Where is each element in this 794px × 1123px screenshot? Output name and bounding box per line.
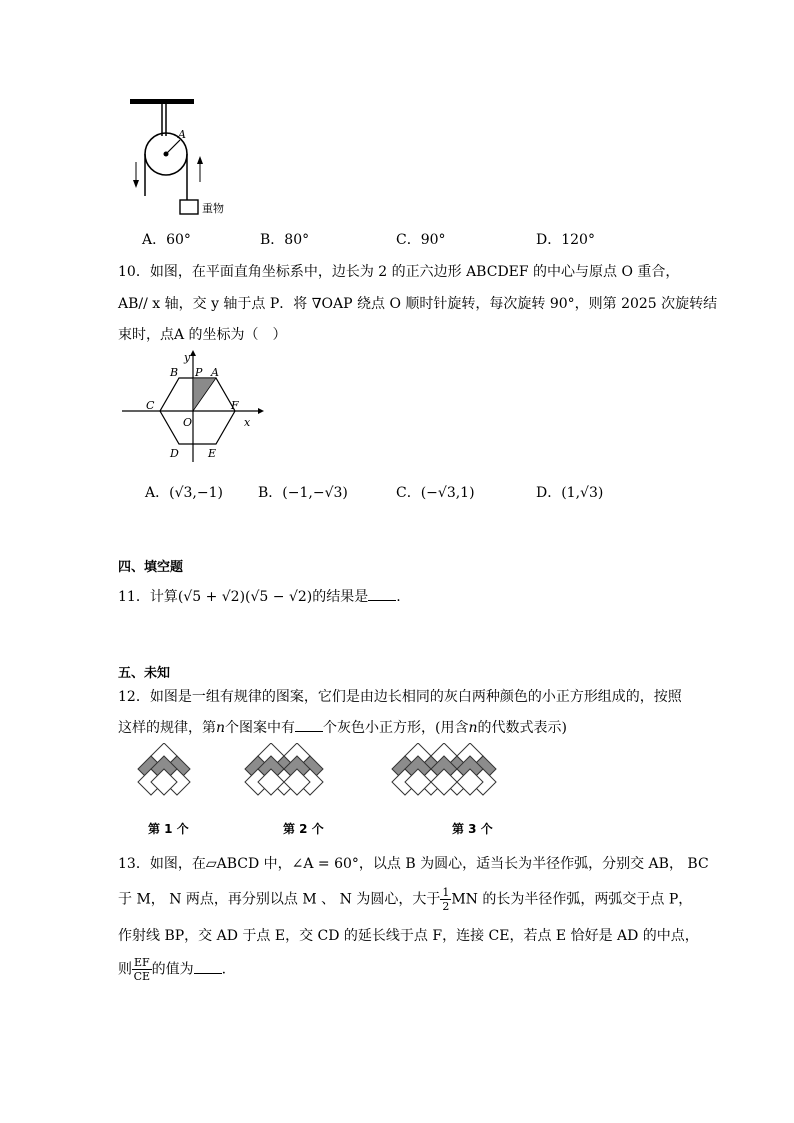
q12-line-2: 这样的规律，第n个图案中有 个灰色小正方形，(用含n的代数式表示) <box>118 720 567 736</box>
svg-text:D: D <box>170 447 179 460</box>
q13-line-2: 于 M， N 两点，再分别以点 M 、 N 为圆心，大于 $\frac{1}{2}$ MN 的长为半径作弧，两弧交于点 P， <box>118 886 693 913</box>
pattern-label-2: 第 2 个 <box>283 822 324 836</box>
label-a: A <box>178 128 186 141</box>
svg-text:E: E <box>208 447 217 460</box>
svg-text:F: F <box>231 399 239 412</box>
svg-text:y: y <box>184 351 191 364</box>
ef-ce-fraction: $\frac{EF}{CE}$ <box>133 956 151 983</box>
q10-line-2: AB// x 轴，交 y 轴于点 P．将 ∇OAP 绕点 O 顺时针旋转，每次旋转 90°，则第 2025 次旋转结 <box>118 296 718 312</box>
section-4-heading: 四、填空题 <box>118 560 184 575</box>
weight-label: 重物 <box>202 202 224 215</box>
q9-choice-c: C．90° <box>396 232 446 248</box>
pattern-label-3: 第 3 个 <box>452 822 493 836</box>
q13-line-1: 13．如图，在▱ABCD 中，∠A = 60°，以点 B 为圆心，适当长为半径作弧，分别交 AB， BC <box>118 856 709 872</box>
svg-text:B: B <box>170 366 179 379</box>
svg-text:P: P <box>195 366 203 379</box>
q12-answer-blank <box>295 719 323 732</box>
q11-expression: (√5 + √2)(√5 − √2) <box>177 589 313 605</box>
q13-answer-blank <box>194 961 222 974</box>
q10-choice-c: C．(−√3,1) <box>396 485 475 501</box>
section-5-heading: 五、未知 <box>118 666 171 681</box>
q10-line-1: 10．如图，在平面直角坐标系中，边长为 2 的正六边形 ABCDEF 的中心与原点 O 重合， <box>118 264 680 280</box>
q11-line: 11．计算(√5 + √2)(√5 − √2)的结果是 . <box>118 589 401 605</box>
pattern-label-1: 第 1 个 <box>148 822 189 836</box>
q10-choice-b: B．(−1,−√3) <box>258 485 348 501</box>
half-fraction: $\frac{1}{2}$ <box>442 886 450 913</box>
q9-choice-b: B．80° <box>260 232 310 248</box>
svg-text:C: C <box>146 399 155 412</box>
pulley-figure <box>118 96 248 220</box>
svg-text:O: O <box>183 416 193 429</box>
q13-line-4: 则 $\frac{EF}{CE}$ 的值为 . <box>118 956 227 983</box>
q11-answer-blank <box>368 588 396 601</box>
q10-line-3: 束时，点A 的坐标为（ ） <box>118 327 287 343</box>
square-patterns-figure <box>130 743 550 821</box>
q10-choice-d: D．(1,√3) <box>536 485 604 501</box>
svg-text:x: x <box>244 416 251 429</box>
hexagon-coordinate-figure <box>118 348 268 464</box>
q12-line-1: 12．如图是一组有规律的图案，它们是由边长相同的灰白两种颜色的小正方形组成的，按照 <box>118 689 682 705</box>
q9-choice-d: D．120° <box>536 232 595 248</box>
q13-line-3: 作射线 BP，交 AD 于点 E，交 CD 的延长线于点 F，连接 CE，若点 E 恰好是 AD 的中点， <box>118 928 699 944</box>
q9-choice-a: A．60° <box>142 232 191 248</box>
svg-text:A: A <box>211 366 219 379</box>
q10-choice-a: A．(√3,−1) <box>145 485 223 501</box>
